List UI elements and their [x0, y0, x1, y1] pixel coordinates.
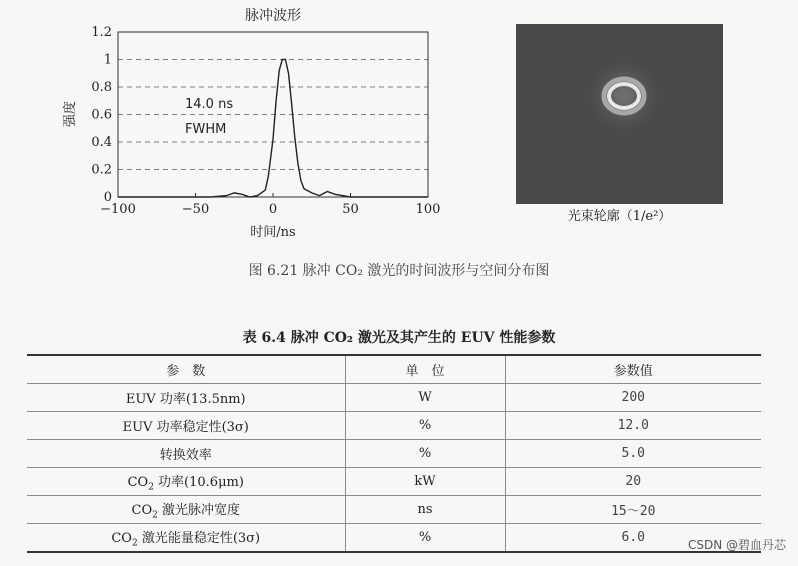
y-tick-label: 1.2 [91, 25, 112, 40]
param-cell [27, 496, 345, 524]
unit-cell: % [345, 524, 505, 553]
param-subscript: 2 [152, 510, 158, 521]
table-row [27, 440, 761, 468]
series-line [118, 60, 428, 198]
param-prefix: CO [111, 530, 132, 546]
beam-caption: 光束轮廓（1/e²） [567, 209, 672, 224]
header-value: 参数值 [505, 355, 761, 384]
annotation-fwhm-value: 14.0 ns [185, 97, 234, 112]
watermark: CSDN @碧血丹芯 [687, 538, 786, 552]
header-unit: 单 位 [345, 355, 505, 384]
param-cell [27, 468, 345, 496]
param-cell: 转换效率 [27, 440, 345, 468]
y-tick-label: 0.8 [91, 80, 112, 95]
figure-caption: 图 6.21 脉冲 CO₂ 激光的时间波形与空间分布图 [248, 263, 550, 279]
y-tick-group [91, 25, 112, 205]
value-cell: 6.0 [505, 524, 761, 553]
y-tick-label: 0.6 [91, 107, 112, 123]
param-subscript: 2 [148, 482, 154, 493]
y-axis-label: 强度 [63, 100, 78, 128]
beam-core [615, 89, 633, 103]
param-prefix: CO [127, 474, 149, 490]
pulse-waveform-chart [60, 0, 440, 245]
y-tick-label: 1 [103, 52, 112, 68]
beam-profile-image [516, 24, 723, 204]
table-row [27, 524, 761, 553]
chart-title: 脉冲波形 [245, 8, 301, 24]
value-cell: 12.0 [505, 412, 761, 440]
unit-cell: ns [345, 496, 505, 524]
x-tick-label: 0 [268, 202, 278, 217]
unit-cell: W [345, 384, 505, 412]
param-cell: EUV 功率(13.5nm) [27, 384, 345, 412]
value-cell: 5.0 [505, 440, 761, 468]
value-cell: 15～20 [505, 496, 761, 524]
header-param: 参 数 [27, 355, 345, 384]
unit-cell: kW [345, 468, 505, 496]
x-tick-label: −50 [181, 202, 210, 217]
performance-table [27, 354, 761, 553]
table-header-row [27, 355, 761, 384]
y-tick-label: 0.4 [91, 135, 112, 150]
grid-lines [118, 60, 428, 170]
unit-cell: % [345, 440, 505, 468]
y-tick-label: 0.2 [91, 162, 112, 178]
table-row [27, 468, 761, 496]
param-cell [27, 524, 345, 553]
param-suffix: 激光能量稳定性(3σ) [137, 530, 261, 546]
chart-svg [60, 0, 440, 245]
table-row [27, 384, 761, 412]
param-suffix: 功率(10.6μm) [153, 474, 244, 490]
unit-cell: % [345, 412, 505, 440]
table-title: 表 6.4 脉冲 CO₂ 激光及其产生的 EUV 性能参数 [242, 330, 556, 346]
param-cell: EUV 功率稳定性(3σ) [27, 412, 345, 440]
value-cell: 20 [505, 468, 761, 496]
param-suffix: 激光脉冲宽度 [157, 502, 240, 518]
x-tick-label: −100 [100, 202, 136, 217]
annotation-fwhm-label: FWHM [185, 122, 227, 137]
x-tick-label: 100 [415, 202, 440, 217]
x-axis-label: 时间/ns [250, 225, 296, 240]
value-cell: 200 [505, 384, 761, 412]
x-tick-label: 50 [342, 202, 359, 217]
y-tick-label: 0 [103, 190, 112, 205]
param-prefix: CO [131, 502, 153, 518]
table-row [27, 412, 761, 440]
beam-profile-svg [516, 24, 723, 204]
table-row [27, 496, 761, 524]
param-subscript: 2 [131, 538, 138, 549]
